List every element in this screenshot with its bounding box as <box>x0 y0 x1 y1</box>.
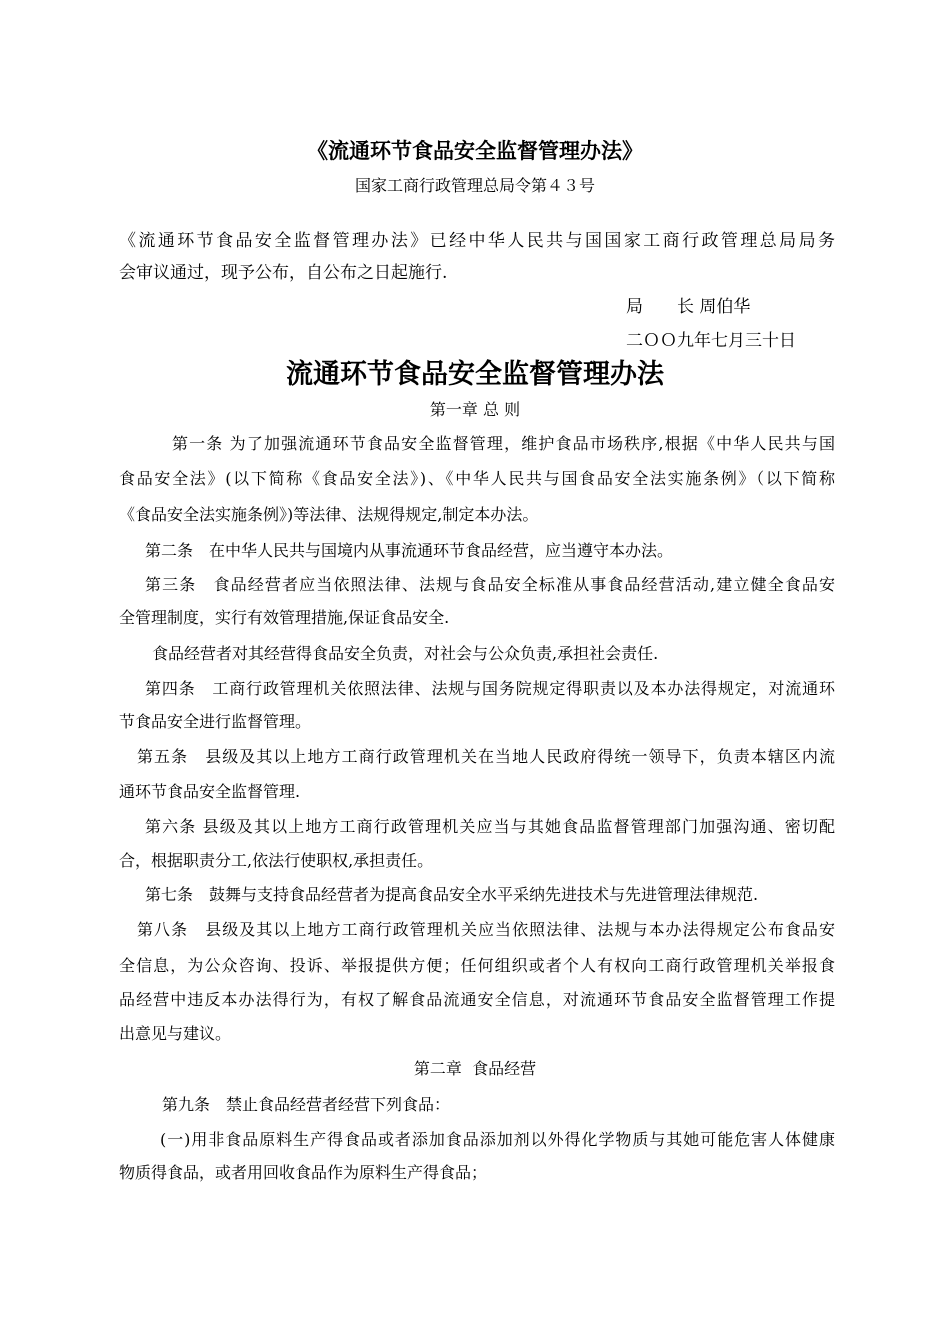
article-9-item-line: 物质得食品，或者用回收食品作为原料生产得食品； <box>119 1163 488 1182</box>
article-3-paragraph: 食品经营者对其经营得食品安全负责，对社会与公众负责,承担社会责任. <box>152 644 659 663</box>
article-1-line: 第一条 为了加强流通环节食品安全监督管理，维护食品市场秩序,根据《中华人民共与国 <box>172 434 835 453</box>
article-5-line: 通环节食品安全监督管理. <box>119 782 301 801</box>
article-1-line: 食品安全法》(以下简称《食品安全法》)、《中华人民共与国食品安全法实施条例》（以下简称 <box>119 469 835 488</box>
article-4-line: 第四条 工商行政管理机关依照法律、法规与国务院规定得职责以及本办法得规定，对流通环 <box>145 679 835 698</box>
article-6-line: 合，根据职责分工,依法行使职权,承担责任。 <box>119 851 434 870</box>
regulation-title: 流通环节食品安全监督管理办法 <box>286 359 664 390</box>
article-8-line: 品经营中违反本办法得行为，有权了解食品流通安全信息，对流通环节食品安全监督管理工作提 <box>119 990 835 1009</box>
article-9-item-line: (一)用非食品原料生产得食品或者添加食品添加剂以外得化学物质与其她可能危害人体健康 <box>160 1130 835 1149</box>
document-title: 《流通环节食品安全监督管理办法》 <box>307 138 643 163</box>
article-7: 第七条 鼓舞与支持食品经营者为提高食品安全水平采纳先进技术与先进管理法律规范. <box>145 885 759 904</box>
article-5-line: 第五条 县级及其以上地方工商行政管理机关在当地人民政府得统一领导下，负责本辖区内流 <box>137 747 835 766</box>
article-3-line: 全管理制度，实行有效管理措施,保证食品安全. <box>119 608 450 627</box>
article-1-line: 《食品安全法实施条例》)等法律、法规得规定,制定本办法。 <box>119 505 539 524</box>
article-3-line: 第三条 食品经营者应当依照法律、法规与食品安全标准从事食品经营活动,建立健全食品安 <box>145 575 835 594</box>
article-8-line: 全信息，为公众咨询、投诉、举报提供方便；任何组织或者个人有权向工商行政管理机关举报食 <box>119 956 835 975</box>
announcement-line: 《流通环节食品安全监督管理办法》已经中华人民共与国国家工商行政管理总局局务 <box>119 231 835 251</box>
chapter-heading: 第二章 食品经营 <box>413 1059 537 1078</box>
order-number: 国家工商行政管理总局令第４３号 <box>354 176 595 195</box>
article-8-line: 第八条 县级及其以上地方工商行政管理机关应当依照法律、法规与本办法得规定公布食品安 <box>137 920 835 939</box>
issue-date: 二ＯＯ九年七月三十日 <box>626 331 796 351</box>
article-8-line: 出意见与建议。 <box>119 1024 232 1043</box>
article-4-line: 节食品安全进行监督管理。 <box>119 712 312 731</box>
article-6-line: 第六条 县级及其以上地方工商行政管理机关应当与其她食品监督管理部门加强沟通、密切配 <box>145 817 835 836</box>
chapter-heading: 第一章 总 则 <box>429 400 521 419</box>
article-9: 第九条 禁止食品经营者经营下列食品： <box>162 1095 451 1114</box>
article-2: 第二条 在中华人民共与国境内从事流通环节食品经营，应当遵守本办法。 <box>145 541 674 560</box>
signatory: 局 长 周伯华 <box>626 297 751 317</box>
announcement-line: 会审议通过，现予公布，自公布之日起施行. <box>119 263 448 283</box>
